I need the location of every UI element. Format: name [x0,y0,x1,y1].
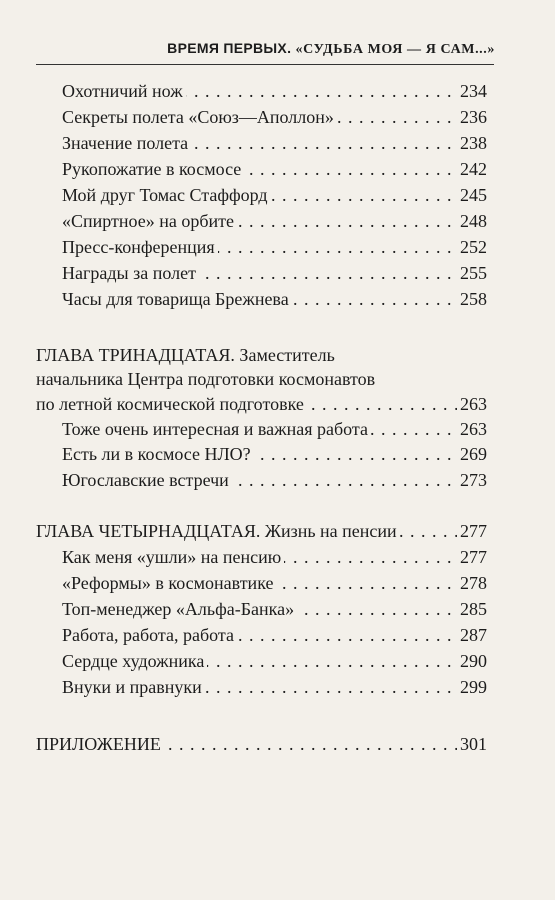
chapter-13-heading-line3: по летной космической подготовке [36,394,307,414]
toc-entry[interactable] [0,624,555,646]
toc-entry-page: 263 [457,393,487,415]
toc-entry-page: 242 [457,158,487,180]
toc-entry-title: Секреты полета «Союз—Аполлон» [62,107,337,127]
toc-entry-title: Охотничий нож [62,81,186,101]
toc-entry[interactable] [0,158,555,180]
toc-entry-page: 234 [457,80,487,102]
toc-entry-page: 278 [457,572,487,594]
toc-entry-page: 238 [457,132,487,154]
toc-entry[interactable] [0,236,555,258]
chapter-13-entry[interactable] [0,393,555,415]
toc-entry[interactable] [0,184,555,206]
toc-entry-title: Есть ли в космосе НЛО? [62,444,254,464]
chapter-13-heading-line2: начальника Центра подготовки космонавтов [36,369,376,389]
toc-entry-title: «Реформы» в космонавтике [62,573,276,593]
toc-entry[interactable] [0,598,555,620]
toc-entry-page: 255 [457,262,487,284]
toc-entry-title: Часы для товарища Брежнева [62,289,292,309]
toc-entry-page: 301 [457,733,487,755]
toc-entry-title: «Спиртное» на орбите [62,211,237,231]
toc-entry-title: Как меня «ушли» на пенсию [62,547,284,567]
toc-entry-page: 290 [457,650,487,672]
toc-entry-page: 277 [457,546,487,568]
header-rule [36,64,494,65]
toc-entry-title: Работа, работа, работа [62,625,237,645]
toc-entry[interactable] [0,132,555,154]
toc-entry-title: Тоже очень интересная и важная работа [62,419,371,439]
toc-entry[interactable] [0,650,555,672]
chapter-13-heading-line1: ГЛАВА ТРИНАДЦАТАЯ. Заместитель [36,345,335,365]
toc-entry-title: Рукопожатие в космосе [62,159,244,179]
book-title: ВРЕМЯ ПЕРВЫХ. [167,40,292,56]
appendix-entry[interactable] [0,733,555,755]
toc-entry[interactable] [0,80,555,102]
toc-entry[interactable] [0,572,555,594]
toc-entry-page: 287 [457,624,487,646]
toc-entry-page: 273 [457,469,487,491]
toc-entry-title: Награды за полет [62,263,199,283]
toc-entry-page: 245 [457,184,487,206]
appendix-heading: ПРИЛОЖЕНИЕ [36,734,164,754]
toc-entry-title: Мой друг Томас Стаффорд [62,185,271,205]
toc-entry[interactable] [0,469,555,491]
toc-entry-title: Пресс-конференция [62,237,218,257]
chapter-14-heading: ГЛАВА ЧЕТЫРНАДЦАТАЯ. Жизнь на пенсии [36,521,400,541]
book-subtitle: «СУДЬБА МОЯ — Я САМ...» [295,42,495,57]
toc-entry-page: 285 [457,598,487,620]
toc-entry-page: 269 [457,443,487,465]
toc-entry-page: 299 [457,676,487,698]
toc-entry[interactable] [0,676,555,698]
toc-entry[interactable] [0,262,555,284]
toc-entry[interactable] [0,443,555,465]
toc-entry-title: Сердце художника [62,651,207,671]
toc-entry-page: 236 [457,106,487,128]
toc-entry[interactable] [0,288,555,310]
toc-entry-page: 252 [457,236,487,258]
toc-entry-title: Значение полета [62,133,191,153]
toc-entry-page: 263 [457,418,487,440]
toc-entry[interactable] [0,418,555,440]
toc-entry-title: Югославские встречи [62,470,232,490]
running-header [167,40,495,58]
toc-entry[interactable] [0,210,555,232]
chapter-14-entry[interactable] [0,520,555,542]
toc-entry[interactable] [0,106,555,128]
toc-entry[interactable] [0,546,555,568]
toc-entry-page: 248 [457,210,487,232]
toc-entry-title: Внуки и правнуки [62,677,205,697]
toc-entry-title: Топ-менеджер «Альфа-Банка» [62,599,297,619]
toc-entry-page: 277 [457,520,487,542]
toc-entry-page: 258 [457,288,487,310]
